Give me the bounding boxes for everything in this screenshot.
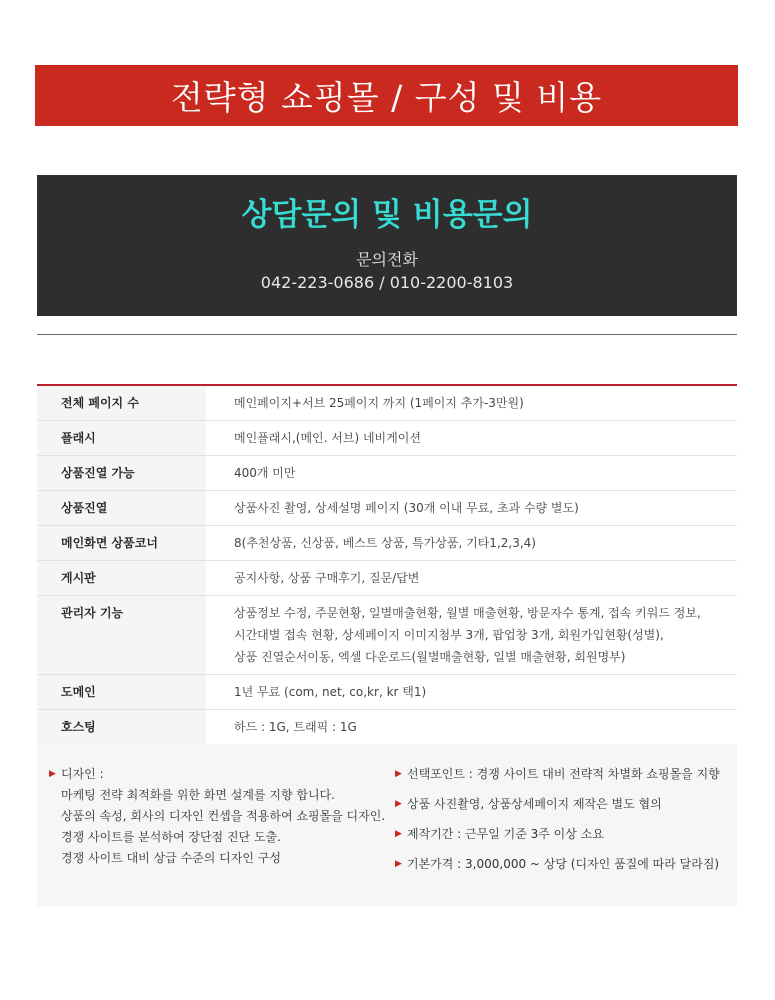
- triangle-right-icon: ▶: [395, 769, 402, 779]
- spec-label: 전체 페이지 수: [37, 385, 206, 421]
- triangle-right-icon: ▶: [395, 799, 402, 809]
- spec-label: 게시판: [37, 561, 206, 596]
- spec-value-line: 하드 : 1G, 트래픽 : 1G: [234, 720, 357, 734]
- spec-value-line: 메인페이지+서브 25페이지 까지 (1페이지 추가-3만원): [234, 396, 524, 410]
- spec-row: [37, 491, 737, 526]
- spec-row: [37, 561, 737, 596]
- section-divider: [37, 334, 737, 335]
- spec-value-line: 시간대별 접속 현황, 상세페이지 이미지첨부 3개, 팝업창 3개, 회원가입현황(성별),: [234, 628, 664, 642]
- spec-value: [206, 456, 737, 491]
- triangle-right-icon: ▶: [395, 859, 402, 869]
- spec-label: 도메인: [37, 675, 206, 710]
- design-note-line: 마케팅 전략 최적화를 위한 화면 설계를 지향 합니다.: [61, 788, 335, 802]
- spec-value-line: 1년 무료 (com, net, co,kr, kr 택1): [234, 685, 427, 699]
- spec-label: 호스팅: [37, 710, 206, 745]
- terms-notes: [395, 764, 735, 884]
- spec-row: [37, 385, 737, 421]
- design-note-line: 경쟁 사이트를 분석하여 장단점 진단 도출.: [61, 830, 281, 844]
- terms-note-text: 상품 사진촬영, 상품상세페이지 제작은 별도 협의: [407, 797, 662, 811]
- spec-row: [37, 710, 737, 745]
- info-box: [37, 744, 737, 906]
- spec-value: [206, 491, 737, 526]
- spec-label: 상품진열 가능: [37, 456, 206, 491]
- spec-row: [37, 596, 737, 675]
- terms-note: [395, 794, 735, 815]
- design-note-line: 상품의 속성, 회사의 디자인 컨셉을 적용하여 쇼핑몰을 디자인.: [61, 809, 386, 823]
- spec-value: [206, 526, 737, 561]
- spec-value-line: 8(추천상품, 신상품, 베스트 상품, 특가상품, 기타1,2,3,4): [234, 536, 536, 550]
- terms-note-text: 기본가격 : 3,000,000 ~ 상당 (디자인 품질에 따라 달라짐): [407, 857, 720, 871]
- design-note-line: 경쟁 사이트 대비 상급 수준의 디자인 구성: [61, 851, 281, 865]
- spec-value: [206, 421, 737, 456]
- spec-row: [37, 526, 737, 561]
- spec-label: 관리자 기능: [37, 596, 206, 675]
- spec-value-line: 상품정보 수정, 주문현황, 일별매출현황, 월별 매출현황, 방문자수 통계, 접속 키워드 정보,: [234, 606, 701, 620]
- spec-value: [206, 710, 737, 745]
- triangle-right-icon: ▶: [49, 769, 56, 779]
- terms-note-text: 선택포인트 : 경쟁 사이트 대비 전략적 차별화 쇼핑몰을 지향: [407, 767, 720, 781]
- terms-note: [395, 824, 735, 845]
- spec-label: 플래시: [37, 421, 206, 456]
- spec-value-line: 상품사진 촬영, 상세설명 페이지 (30개 이내 무료, 초과 수량 별도): [234, 501, 579, 515]
- spec-row: [37, 675, 737, 710]
- spec-value-line: 상품 진열순서이동, 엑셀 다운로드(월별매출현황, 일별 매출현황, 회원명부): [234, 650, 626, 664]
- spec-row: [37, 456, 737, 491]
- terms-note: [395, 764, 735, 785]
- spec-label: 메인화면 상품코너: [37, 526, 206, 561]
- spec-value: [206, 675, 737, 710]
- spec-value: [206, 596, 737, 675]
- contact-title: 상담문의 및 비용문의: [241, 197, 533, 233]
- spec-label: 상품진열: [37, 491, 206, 526]
- design-note-title-text: 디자인 :: [61, 767, 104, 781]
- triangle-right-icon: ▶: [395, 829, 402, 839]
- design-note-title: [49, 764, 389, 785]
- spec-value-line: 공지사항, 상품 구매후기, 질문/답변: [234, 571, 420, 585]
- page-banner: [35, 65, 738, 126]
- spec-table: [37, 384, 737, 745]
- spec-value-line: 400개 미만: [234, 466, 296, 480]
- contact-panel: [37, 175, 737, 316]
- spec-value-line: 메인플래시,(메인. 서브) 네비게이션: [234, 431, 421, 445]
- terms-note: [395, 854, 735, 875]
- spec-value: [206, 561, 737, 596]
- spec-row: [37, 421, 737, 456]
- spec-value: [206, 385, 737, 421]
- contact-label: 문의전화: [356, 250, 418, 269]
- design-notes: [49, 764, 389, 869]
- terms-note-text: 제작기간 : 근무일 기준 3주 이상 소요: [407, 827, 604, 841]
- banner-title: 전략형 쇼핑몰 / 구성 및 비용: [170, 78, 603, 117]
- contact-phone[interactable]: 042-223-0686 / 010-2200-8103: [260, 273, 514, 292]
